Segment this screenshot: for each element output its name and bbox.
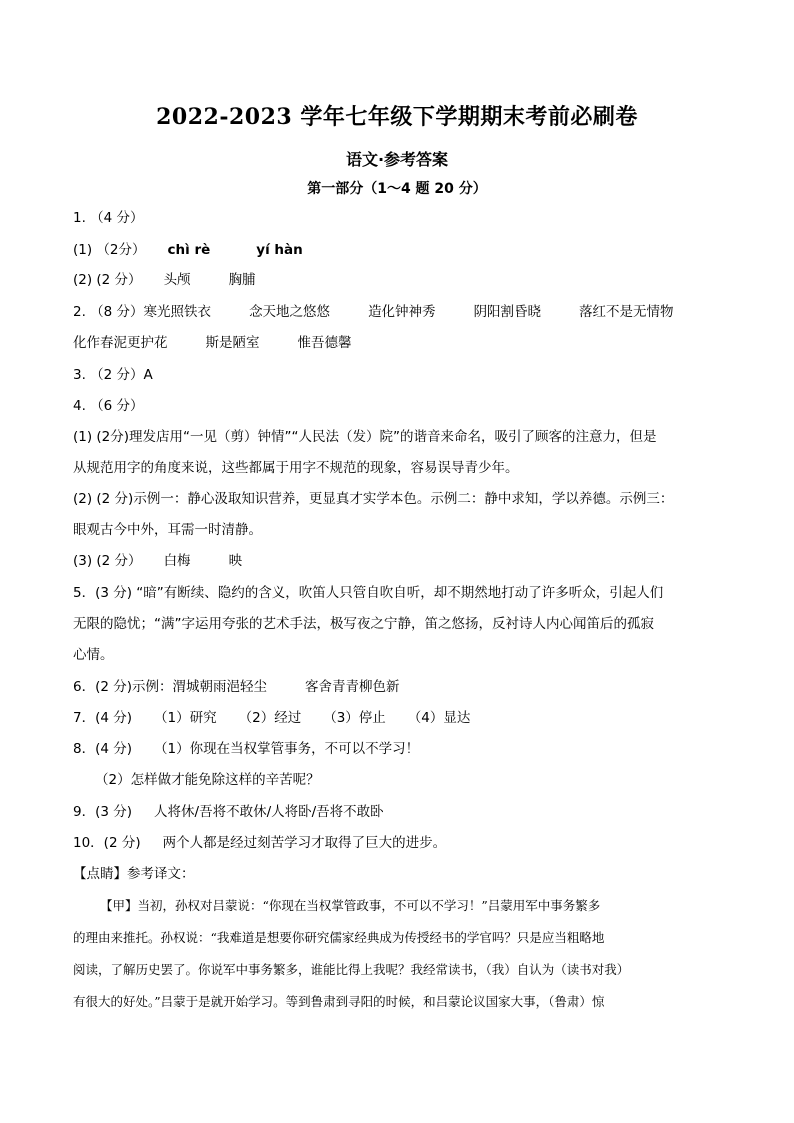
q9-text: 人将休/吾将不敢休/人将卧/吾将不敢卧 bbox=[154, 804, 384, 820]
q2-line2 bbox=[73, 333, 352, 353]
q8-head: 8．(4 分) bbox=[73, 741, 133, 757]
q9-answer bbox=[73, 802, 384, 822]
q2-answer-6: 化作春泥更护花 bbox=[73, 335, 168, 351]
q2-answer-4: 阴阳割昏晓 bbox=[473, 304, 542, 320]
q1-part2-answer-b: 胸脯 bbox=[228, 272, 256, 288]
q8-answer-1: （1）你现在当权掌管事务，不可以不学习！ bbox=[154, 741, 420, 757]
q4-part2-line1: (2) (2 分)示例一：静心汲取知识营养，更显真才实学本色。示例二：静中求知，学以养德。示例三： bbox=[73, 491, 674, 507]
q7-head: 7．(4 分) bbox=[73, 710, 133, 726]
q1-part1-label: (1) （2分） bbox=[73, 242, 146, 258]
q5-line3: 心情。 bbox=[73, 647, 114, 663]
q4-part3-answer-b: 映 bbox=[228, 553, 243, 569]
q2-answer-8: 惟吾德馨 bbox=[297, 335, 352, 351]
q1-part1-answer-b: yí hàn bbox=[256, 242, 303, 258]
q2-answer-2: 念天地之悠悠 bbox=[249, 304, 331, 320]
q7-answer bbox=[73, 708, 470, 728]
q1-part1 bbox=[73, 240, 303, 260]
q2-answer-5: 落红不是无情物 bbox=[579, 304, 674, 320]
q7-answer-1: （1）研究 bbox=[154, 710, 217, 726]
q8-line1 bbox=[73, 739, 419, 759]
q10-head: 10．(2 分) bbox=[73, 835, 141, 851]
q7-answer-4: （4）显达 bbox=[407, 710, 471, 726]
q4-part3 bbox=[73, 551, 242, 571]
q9-head: 9．(3 分) bbox=[73, 804, 133, 820]
q7-answer-3: （3）停止 bbox=[323, 710, 386, 726]
q4-heading: 4. （6 分） bbox=[73, 398, 144, 414]
translation-line4: 有很大的好处。”吕蒙于是就开始学习。等到鲁肃到寻阳的时候，和吕蒙论议国家大事，（鲁肃）惊 bbox=[73, 994, 605, 1009]
q10-text: 两个人都是经过刻苦学习才取得了巨大的进步。 bbox=[162, 835, 447, 851]
part-heading: 第一部分（1～4 题 20 分） bbox=[307, 181, 487, 197]
translation-line3: 阅读，了解历史罢了。你说军中事务繁多，谁能比得上我呢？我经常读书，（我）自认为（读书对我） bbox=[73, 962, 630, 977]
q1-part2-label: (2) (2 分） bbox=[73, 272, 142, 288]
q2-line1 bbox=[73, 302, 674, 322]
page-subtitle: 语文·参考答案 bbox=[345, 150, 449, 169]
q6-answer-b: 客舍青青柳色新 bbox=[305, 679, 400, 695]
q1-part1-answer-a: chì rè bbox=[167, 242, 211, 258]
q5-line2: 无限的隐忧；“满”字运用夸张的艺术手法，极写夜之宁静，笛之悠扬，反衬诗人内心闻笛后的孤寂 bbox=[73, 616, 654, 632]
q2-answer-7: 斯是陋室 bbox=[205, 335, 260, 351]
translation-line1: 【甲】当初，孙权对吕蒙说：“你现在当权掌管政事，不可以不学习！”吕蒙用军中事务繁多 bbox=[100, 898, 601, 913]
q4-part1-line1: (1) (2分)理发店用“一见（剪）钟情”“人民法（发）院”的谐音来命名，吸引了顾客的注意力，但是 bbox=[73, 429, 657, 445]
q1-heading bbox=[73, 208, 144, 228]
q7-answer-2: （2）经过 bbox=[238, 710, 302, 726]
q2-answer-3: 造化钟神秀 bbox=[368, 304, 436, 320]
q4-part1-line2: 从规范用字的角度来说，这些都属于用字不规范的现象，容易误导青少年。 bbox=[73, 460, 519, 476]
q4-part3-answer-a: 白梅 bbox=[163, 553, 191, 569]
q1-part2 bbox=[73, 270, 256, 290]
q2-answer-1: 2. （8 分）寒光照铁衣 bbox=[73, 304, 212, 320]
translation-line2: 的理由来推托。孙权说：“我难道是想要你研究儒家经典成为传授经书的学官吗？只是应当粗略地 bbox=[73, 930, 605, 945]
q1-part2-answer-a: 头颅 bbox=[163, 272, 191, 288]
q4-part3-label: (3) (2 分） bbox=[73, 553, 142, 569]
q1-head-text: 1. （4 分） bbox=[73, 210, 144, 226]
page-title: 2022-2023 学年七年级下学期期末考前必刷卷 bbox=[156, 104, 638, 130]
q5-line1: 5．(3 分) “暗”有断续、隐约的含义，吹笛人只管自吹自听，却不期然地打动了许多听众，引起人们 bbox=[73, 585, 664, 601]
q10-answer bbox=[73, 833, 446, 853]
q6-answer bbox=[73, 677, 400, 697]
q8-line2: （2）怎样做才能免除这样的辛苦呢？ bbox=[95, 772, 320, 788]
q3-answer: 3. （2 分）A bbox=[73, 367, 153, 383]
q4-part2-line2: 眼观古今中外，耳需一时清静。 bbox=[73, 522, 262, 538]
note-heading: 【点睛】参考译文： bbox=[73, 866, 195, 882]
q6-answer-a: 6．(2 分)示例：渭城朝雨浥轻尘 bbox=[73, 679, 268, 695]
